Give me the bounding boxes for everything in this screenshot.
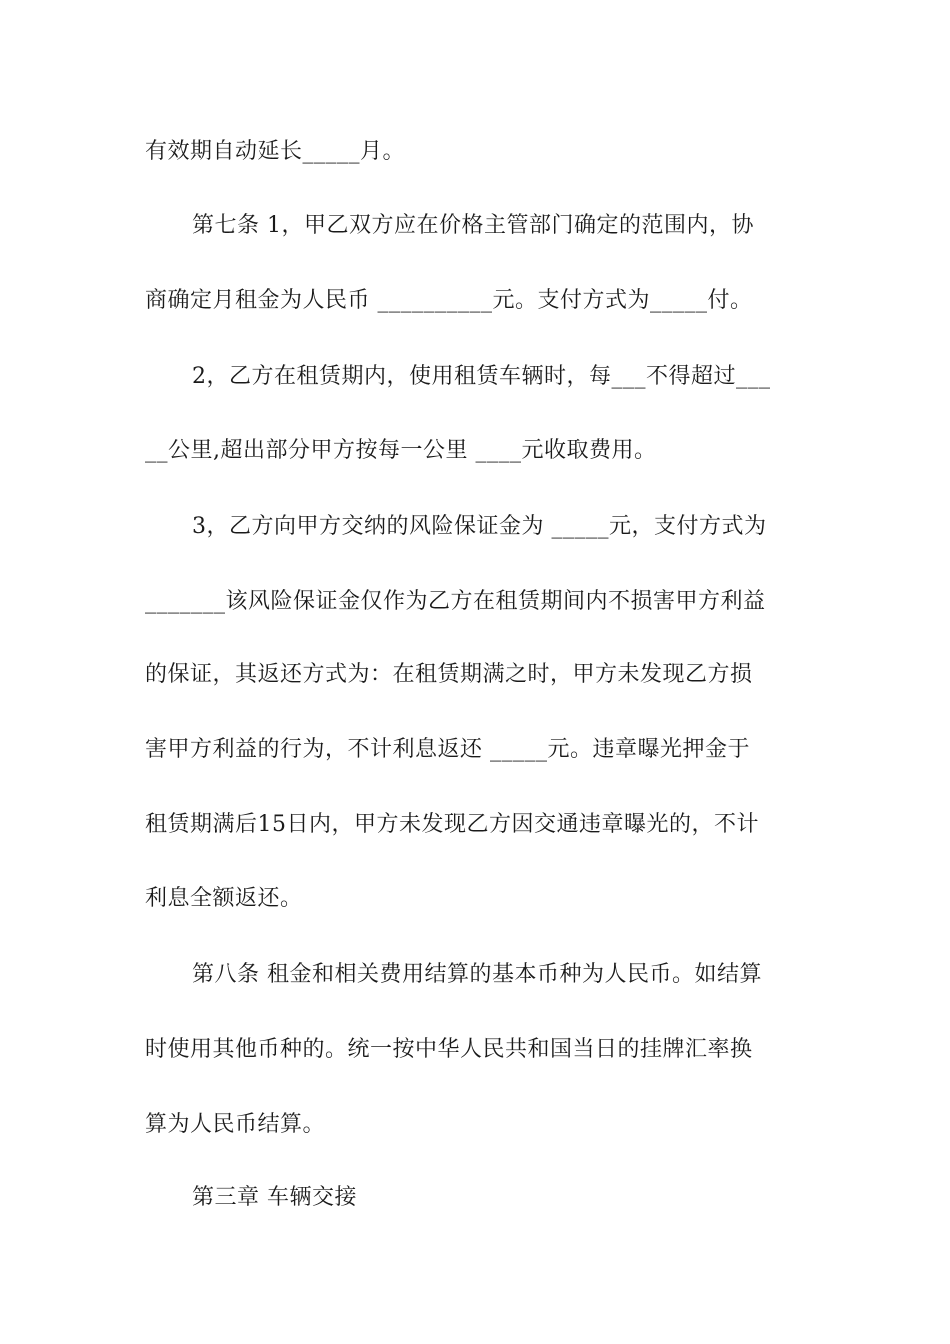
clause-3-line-4: 害甲方利益的行为，不计利息返还 _____元。违章曝光押金于 — [145, 737, 750, 762]
chapter-3-heading: 第三章 车辆交接 — [192, 1185, 357, 1210]
clause-2-line-1: 2，乙方在租赁期内，使用租赁车辆时，每___不得超过___ — [192, 364, 771, 389]
clause-3-line-2: _______该风险保证金仅作为乙方在租赁期间内不损害甲方利益 — [145, 589, 766, 614]
clause-3-line-6: 利息全额返还。 — [145, 886, 303, 911]
article-7-line-1: 第七条 1，甲乙双方应在价格主管部门确定的范围内，协 — [192, 213, 754, 238]
clause-3-line-3: 的保证，其返还方式为：在租赁期满之时，甲方未发现乙方损 — [145, 662, 753, 687]
clause-2-line-2: __公里,超出部分甲方按每一公里 ____元收取费用。 — [145, 438, 657, 463]
article-8-line-2: 时使用其他币种的。统一按中华人民共和国当日的挂牌汇率换 — [145, 1037, 753, 1062]
clause-3-line-1: 3，乙方向甲方交纳的风险保证金为 _____元，支付方式为 — [192, 514, 767, 539]
clause-3-line-5: 租赁期满后15日内，甲方未发现乙方因交通违章曝光的，不计 — [145, 812, 759, 837]
article-7-line-2: 商确定月租金为人民币 __________元。支付方式为_____付。 — [145, 288, 753, 313]
text-line-1: 有效期自动延长_____月。 — [145, 139, 406, 164]
article-8-line-3: 算为人民币结算。 — [145, 1112, 326, 1137]
article-8-line-1: 第八条 租金和相关费用结算的基本币种为人民币。如结算 — [192, 962, 762, 987]
